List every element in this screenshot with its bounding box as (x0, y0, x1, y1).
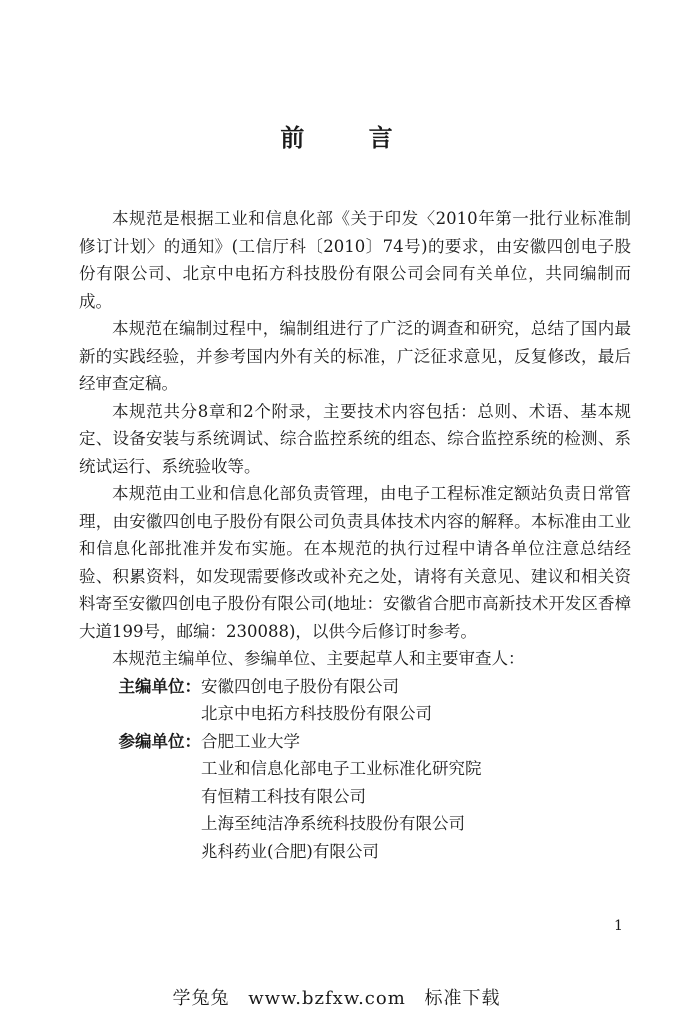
paragraph: 本规范由工业和信息化部负责管理，由电子工程标准定额站负责日常管理，由安徽四创电子股份有限公司负责具体技术内容的解释。本标准由工业和信息化部批准并发布实施。在本规范的执行过程中请各单位注意总结经验、积累资料，如发现需要修改或补充之处，请将有关意见、建议和相关资料寄至安徽四创电子股份有限公司(地址：安徽省合肥市高新技术开发区香樟大道199号，邮编：230088)，以供今后修订时参考。 (79, 484, 631, 641)
participating-units (79, 728, 631, 866)
footer-site-name: 学兔兔 (172, 988, 230, 1009)
page-title: 前 言 (280, 123, 421, 152)
org-name: 北京中电拓方科技股份有限公司 (201, 704, 432, 723)
org-name: 上海至纯洁净系统科技股份有限公司 (201, 814, 465, 833)
paragraph: 本规范共分8章和2个附录，主要技术内容包括：总则、术语、基本规定、设备安装与系统调试、综合监控系统的组态、综合监控系统的检测、系统试运行、系统验收等。 (79, 401, 631, 476)
participating-units-label: 参编单位： (118, 731, 201, 751)
org-name: 合肥工业大学 (201, 731, 300, 751)
page-number: 1 (614, 918, 623, 934)
org-name: 有恒精工科技有限公司 (201, 786, 366, 806)
roles-intro: 本规范主编单位、参编单位、主要起草人和主要审查人： (112, 649, 525, 668)
preface-body (79, 205, 631, 865)
chief-units-label: 主编单位： (118, 676, 201, 696)
org-name: 兆科药业(合肥)有限公司 (201, 841, 379, 861)
footer-watermark (0, 984, 673, 1010)
participating-units-list (201, 728, 631, 866)
org-name: 工业和信息化部电子工业标准化研究院 (201, 759, 482, 778)
org-name: 安徽四创电子股份有限公司 (201, 676, 399, 696)
footer-tagline: 标准下载 (424, 988, 501, 1009)
footer-url[interactable]: www.bzfxw.com (248, 988, 406, 1009)
paragraph: 本规范是根据工业和信息化部《关于印发〈2010年第一批行业标准制修订计划〉的通知》(工信厅科〔2010〕74号)的要求，由安徽四创电子股份有限公司、北京中电拓方科技股份有限公司会同有关单位，共同编制而成。 (79, 209, 631, 311)
paragraph: 本规范在编制过程中，编制组进行了广泛的调查和研究，总结了国内最新的实践经验，并参考国内外有关的标准，广泛征求意见，反复修改，最后经审查定稿。 (79, 319, 631, 393)
chief-units-list (201, 673, 631, 728)
chief-units (79, 673, 631, 728)
